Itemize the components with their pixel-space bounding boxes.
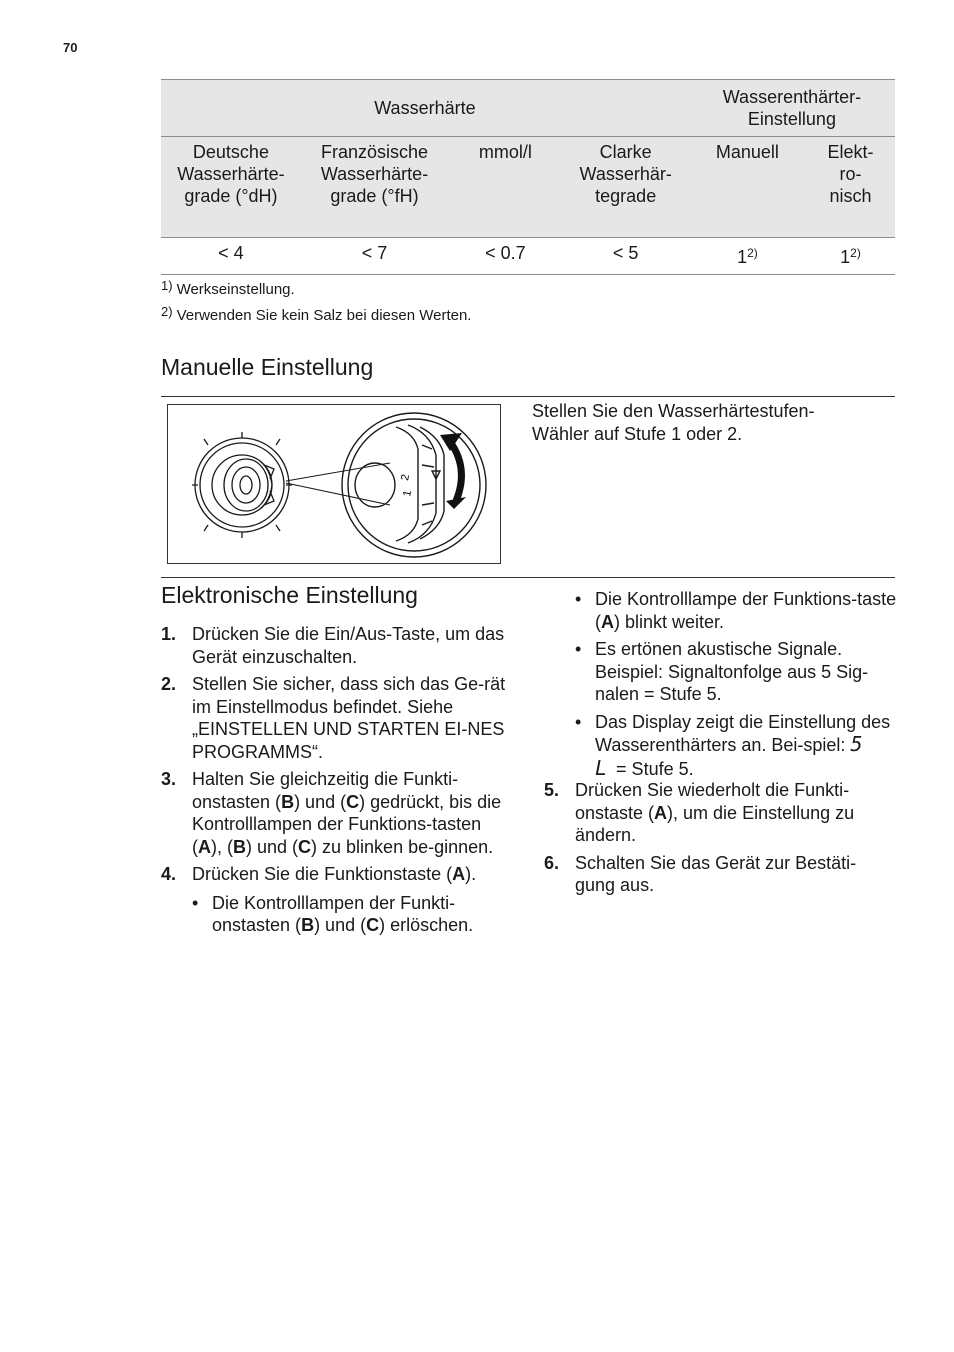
cell-manual bbox=[689, 238, 806, 275]
footnote-mark: 2) bbox=[161, 304, 173, 319]
display-segment-glyph: 5 L bbox=[595, 732, 867, 780]
leader-line-bottom bbox=[286, 483, 390, 505]
dial-drawing bbox=[168, 405, 500, 563]
cell-mmol: < 0.7 bbox=[448, 238, 562, 275]
step-number: 2. bbox=[161, 674, 177, 694]
key-label: A bbox=[654, 802, 668, 823]
footnote-2 bbox=[161, 304, 471, 324]
text-part: Halten Sie gleichzeitig die Funkti-onstasten ( bbox=[192, 769, 459, 812]
key-label: B bbox=[301, 915, 315, 935]
text-part: ) gedrückt, bis die Kontrolllampen der Funktions-tasten ( bbox=[192, 791, 502, 857]
list-item bbox=[575, 711, 897, 781]
footnote-1 bbox=[161, 278, 295, 298]
manual-setting-instruction: Stellen Sie den Wasserhärtestufen- Wähler auf Stufe 1 oder 2. bbox=[532, 401, 815, 444]
text-part: ) und ( bbox=[246, 836, 299, 857]
bullet-dot-icon: • bbox=[575, 639, 582, 659]
cell-fh: < 7 bbox=[301, 238, 448, 275]
key-label: A bbox=[601, 611, 614, 632]
key-label: B bbox=[281, 791, 295, 812]
list-item bbox=[575, 638, 897, 706]
water-hardness-table bbox=[161, 79, 895, 275]
step-number: 1. bbox=[161, 624, 177, 644]
dial-label-2: 2 bbox=[399, 473, 413, 482]
step-number: 4. bbox=[161, 864, 177, 884]
step-number: 5. bbox=[544, 780, 560, 800]
list-item bbox=[544, 852, 894, 897]
text-part: ) blinkt weiter. bbox=[614, 611, 725, 632]
key-label: A bbox=[198, 836, 211, 857]
text-part: ), ( bbox=[211, 836, 233, 857]
col-german-degrees-label: Deutsche Wasserhärte-grade (°dH) bbox=[177, 142, 285, 206]
bullet-dot-icon: • bbox=[192, 892, 199, 913]
cell-electronic-note: 2) bbox=[850, 246, 861, 260]
col-clarke bbox=[563, 137, 689, 238]
text-part: ). bbox=[465, 864, 477, 884]
leader-line-top bbox=[286, 463, 390, 481]
cell-electronic bbox=[806, 238, 895, 275]
cell-manual-note: 2) bbox=[747, 246, 758, 260]
table-row bbox=[161, 238, 895, 275]
electronic-bullets-right bbox=[575, 588, 897, 785]
cell-electronic-value: 1 bbox=[840, 247, 851, 267]
list-item bbox=[575, 588, 897, 633]
table-column-header-row bbox=[161, 137, 895, 238]
step-text bbox=[192, 769, 501, 857]
col-german-degrees bbox=[161, 137, 301, 238]
step-number: 3. bbox=[161, 769, 177, 789]
col-french-degrees-label: Französische Wasserhärte-grade (°fH) bbox=[320, 142, 429, 206]
electronic-steps-right bbox=[544, 779, 894, 902]
small-dial-icon bbox=[192, 432, 292, 538]
key-label: A bbox=[452, 864, 466, 884]
table-group-header-row bbox=[161, 80, 895, 137]
page-number: 70 bbox=[63, 40, 78, 55]
step-text: Drücken Sie die Ein/Aus-Taste, um das Gerät einzuschalten. bbox=[192, 624, 505, 667]
text-part: ) erlöschen. bbox=[379, 915, 474, 935]
step-text: Stellen Sie sicher, dass sich das Ge-rät im Einstellmodus befindet. Siehe „EINSTELLEN UND STARTEN EI-NES PROGRAMMS“. bbox=[192, 674, 506, 762]
header-water-hardness: Wasserhärte bbox=[161, 80, 689, 137]
text-part: Die Kontrolllampen der Funkti-onstasten ( bbox=[212, 892, 456, 935]
list-item bbox=[192, 892, 513, 937]
key-label: B bbox=[233, 836, 246, 857]
dial-label-1: 1 bbox=[401, 489, 415, 498]
step-number: 6. bbox=[544, 852, 560, 873]
col-clarke-label: Clarke Wasserhär-tegrade bbox=[579, 142, 672, 206]
electronic-steps-left bbox=[161, 623, 513, 942]
bullet-dot-icon: • bbox=[575, 589, 582, 609]
cell-manual-value: 1 bbox=[737, 247, 748, 267]
step-4-bullets bbox=[192, 892, 513, 937]
text-part: ) und ( bbox=[294, 791, 347, 812]
text-part: ), um die Einstellung zu ändern. bbox=[575, 802, 855, 845]
footnote-mark: 1) bbox=[161, 278, 173, 293]
text-part: ) und ( bbox=[314, 915, 367, 935]
electronic-setting-heading: Elektronische Einstellung bbox=[161, 582, 418, 608]
text-part: ) zu blinken be-ginnen. bbox=[311, 836, 494, 857]
list-item bbox=[161, 863, 513, 937]
col-electronic bbox=[806, 137, 895, 238]
list-item bbox=[161, 768, 513, 858]
key-label: C bbox=[366, 915, 380, 935]
softener-dial-illustration bbox=[167, 404, 501, 564]
header-softener-setting: Wasserenthärter- Einstellung bbox=[689, 80, 895, 137]
list-item bbox=[161, 623, 513, 668]
footnote-text: Werkseinstellung. bbox=[176, 281, 295, 298]
section-divider bbox=[161, 577, 895, 578]
col-manual bbox=[689, 137, 806, 238]
text-part: Drücken Sie wiederholt die Funkti-onstaste ( bbox=[575, 780, 850, 823]
text-part: = Stufe 5. bbox=[611, 758, 694, 779]
col-manual-label: Manuell bbox=[715, 142, 779, 162]
col-french-degrees bbox=[301, 137, 448, 238]
step-text: Schalten Sie das Gerät zur Bestäti-gung aus. bbox=[575, 852, 857, 895]
section-divider bbox=[161, 396, 895, 397]
manual-setting-heading: Manuelle Einstellung bbox=[161, 354, 374, 380]
text-part: Die Kontrolllampe der Funktions-taste ( bbox=[595, 589, 897, 632]
list-item bbox=[161, 673, 513, 763]
step-text bbox=[575, 780, 854, 845]
list-item bbox=[544, 779, 894, 847]
bullet-dot-icon: • bbox=[575, 711, 582, 732]
key-label: C bbox=[346, 791, 360, 812]
cell-dh: < 4 bbox=[161, 238, 301, 275]
text-part: Das Display zeigt die Einstellung des Wasserenthärters an. Bei-spiel: bbox=[595, 711, 891, 755]
text-part: Drücken Sie die Funktionstaste ( bbox=[192, 864, 453, 884]
large-dial-icon bbox=[342, 413, 486, 557]
col-electronic-label: Elekt-ro-nisch bbox=[827, 142, 874, 206]
step-text bbox=[192, 864, 476, 884]
text-part: Es ertönen akustische Signale. Beispiel: Signaltonfolge aus 5 Sig-nalen = Stufe 5. bbox=[595, 639, 869, 704]
footnote-text: Verwenden Sie kein Salz bei diesen Werten. bbox=[176, 307, 472, 324]
col-mmol-label: mmol/l bbox=[478, 142, 532, 162]
col-mmol bbox=[448, 137, 562, 238]
key-label: C bbox=[298, 836, 312, 857]
cell-clarke: < 5 bbox=[563, 238, 689, 275]
